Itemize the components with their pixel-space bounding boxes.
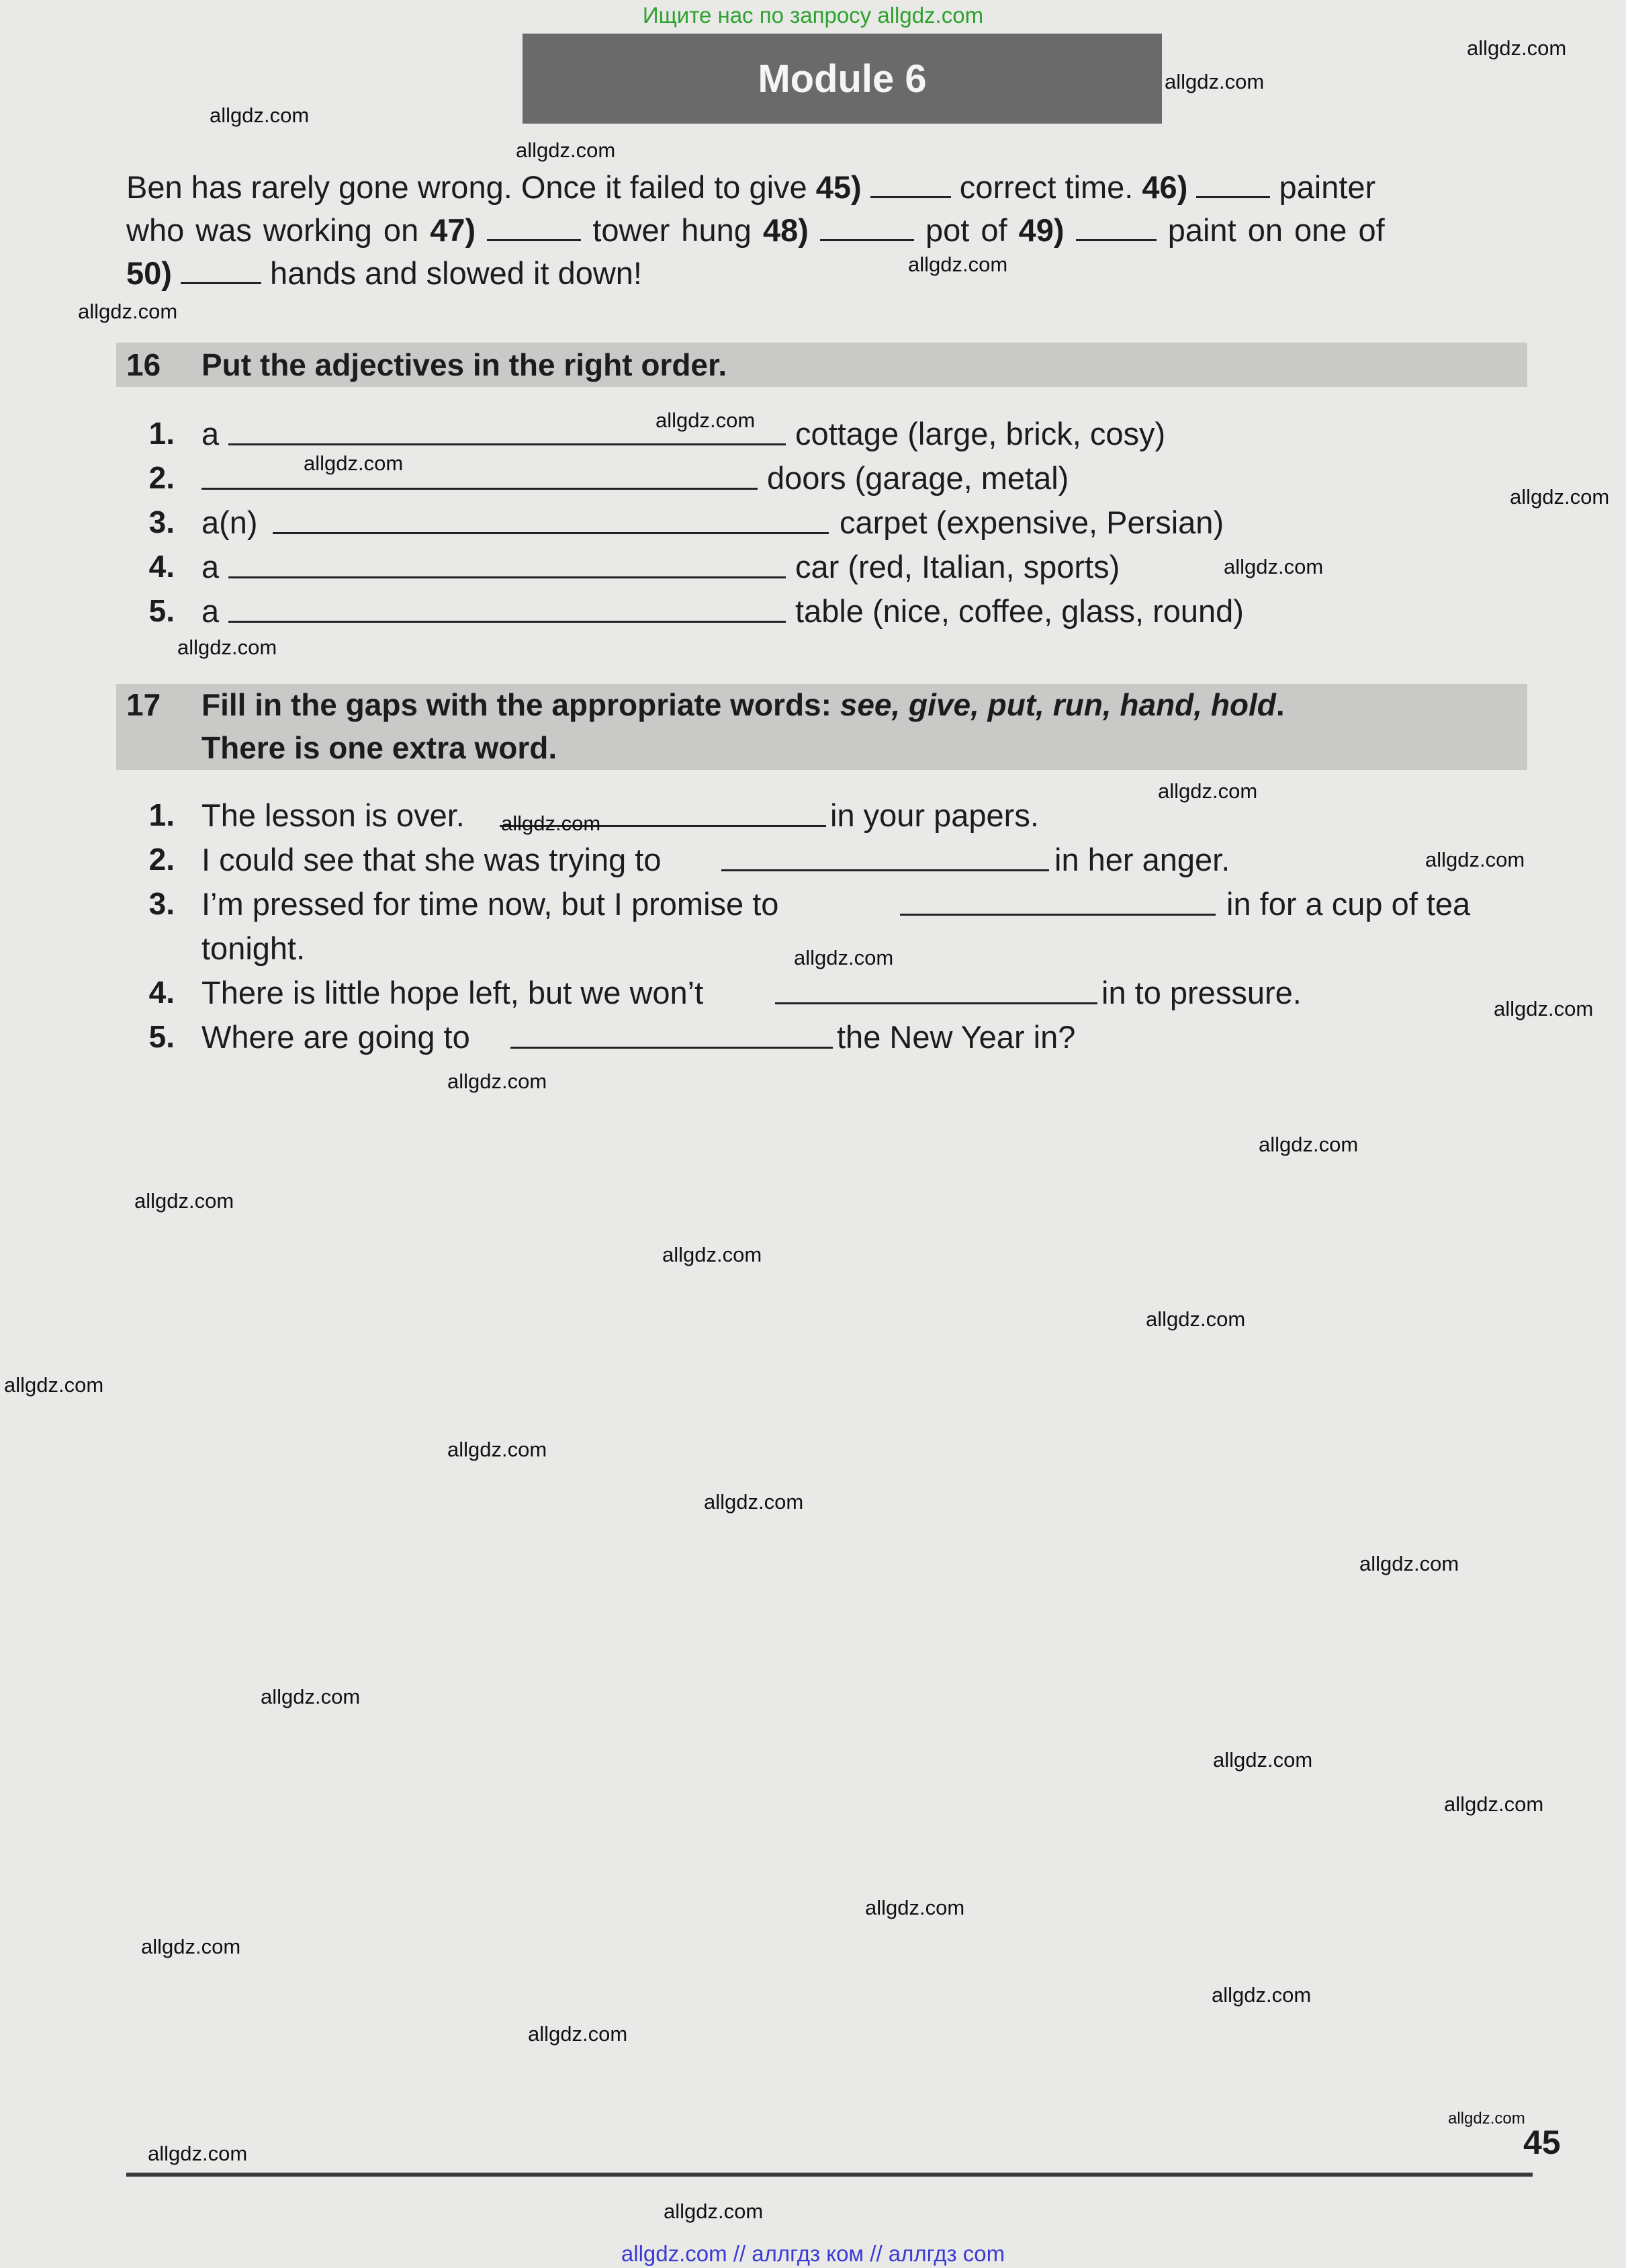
- answer-blank[interactable]: [721, 869, 1049, 871]
- watermark: allgdz.com: [447, 1438, 547, 1461]
- watermark: allgdz.com: [1359, 1552, 1459, 1575]
- watermark: allgdz.com: [908, 253, 1008, 276]
- watermark: allgdz.com: [656, 408, 756, 432]
- watermark: allgdz.com: [1510, 485, 1610, 509]
- watermark: allgdz.com: [134, 1189, 234, 1213]
- watermark: allgdz.com: [4, 1373, 104, 1397]
- watermark: allgdz.com: [1213, 1748, 1313, 1772]
- top-banner[interactable]: Ищите нас по запросу allgdz.com: [642, 3, 984, 28]
- task-17-number: 17: [126, 687, 161, 722]
- watermark: allgdz.com: [261, 1685, 361, 1708]
- page-number: 45: [1523, 2124, 1561, 2161]
- answer-blank[interactable]: [201, 488, 758, 490]
- watermark: allgdz.com: [1494, 997, 1594, 1020]
- bottom-banner[interactable]: allgdz.com // аллгдз ком // аллгдз сom: [621, 2241, 1005, 2266]
- watermark: allgdz.com: [1158, 779, 1258, 803]
- answer-blank[interactable]: [228, 621, 786, 623]
- paragraph-line-1: Ben has rarely gone wrong. Once it failed to give 45) correct time. 46) painter: [126, 167, 1375, 208]
- bleed-through-text: [309, 296, 1384, 322]
- watermark: allgdz.com: [662, 1243, 762, 1266]
- watermark: allgdz.com: [177, 636, 277, 659]
- answer-blank[interactable]: [228, 443, 786, 445]
- watermark: allgdz.com: [1448, 2109, 1525, 2128]
- watermark: allgdz.com: [1467, 36, 1567, 60]
- answer-blank[interactable]: [510, 1047, 833, 1049]
- watermark: allgdz.com: [1212, 1983, 1312, 2007]
- watermark: allgdz.com: [516, 138, 616, 162]
- paragraph-line-3: 50) hands and slowed it down!: [126, 253, 642, 294]
- task-16-number: 16: [126, 347, 161, 382]
- watermark: allgdz.com: [304, 451, 404, 475]
- watermark: allgdz.com: [664, 2199, 764, 2223]
- watermark: allgdz.com: [528, 2022, 628, 2046]
- watermark: allgdz.com: [1146, 1307, 1246, 1331]
- watermark: allgdz.com: [141, 1935, 241, 1958]
- task-17-title: Fill in the gaps with the appropriate words: see, give, put, run, hand, hold.: [201, 687, 1285, 722]
- watermark: allgdz.com: [447, 1070, 547, 1093]
- watermark: allgdz.com: [1224, 555, 1324, 578]
- watermark: allgdz.com: [1444, 1792, 1544, 1816]
- watermark: allgdz.com: [78, 300, 178, 323]
- footer-rule: [126, 2173, 1533, 2177]
- answer-blank[interactable]: [900, 914, 1216, 916]
- watermark: allgdz.com: [1165, 70, 1265, 93]
- paragraph-line-2: who was working on 47) tower hung 48) pot of 49) paint on one of: [126, 210, 1385, 251]
- module-title: Module 6: [523, 34, 1162, 124]
- task-16-title: Put the adjectives in the right order.: [201, 347, 727, 382]
- watermark: allgdz.com: [704, 1490, 804, 1514]
- watermark: allgdz.com: [501, 812, 601, 835]
- answer-blank[interactable]: [228, 576, 786, 578]
- watermark: allgdz.com: [794, 946, 894, 969]
- watermark: allgdz.com: [1425, 848, 1525, 871]
- task-17-title-line-2: There is one extra word.: [201, 730, 557, 765]
- watermark: allgdz.com: [865, 1896, 965, 1919]
- watermark: allgdz.com: [1259, 1133, 1359, 1156]
- answer-blank[interactable]: [775, 1002, 1097, 1004]
- watermark: allgdz.com: [148, 2142, 248, 2165]
- answer-blank[interactable]: [273, 532, 829, 534]
- watermark: allgdz.com: [210, 103, 310, 127]
